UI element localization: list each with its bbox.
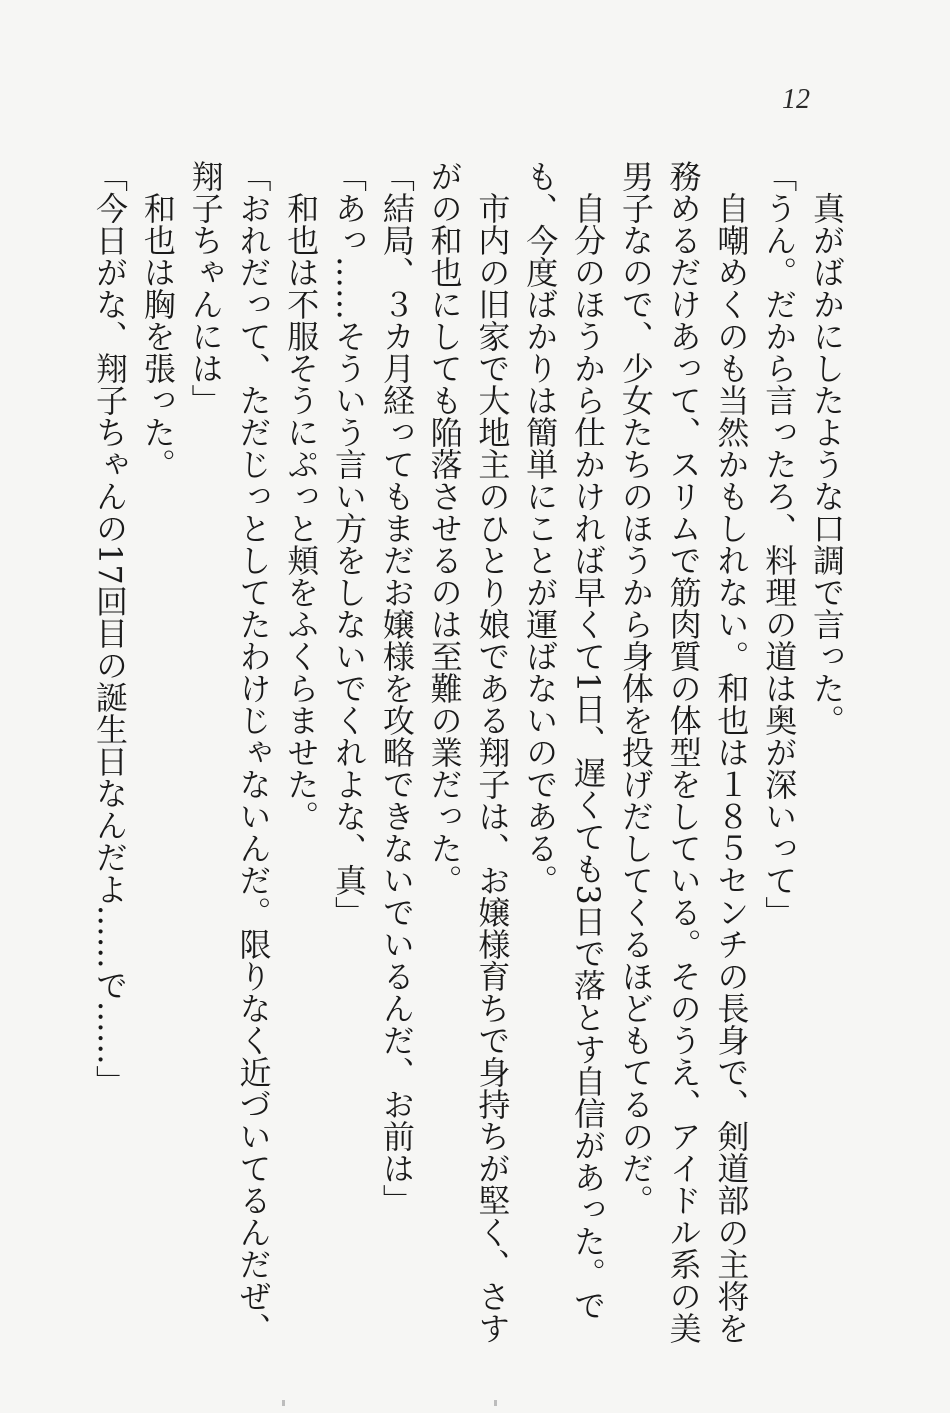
paragraph: 和也は胸を張った。: [138, 192, 177, 480]
scan-mark: [494, 1400, 497, 1406]
paragraph: 自嘲めくのも当然かもしれない。和也は１８５センチの長身で、剣道部の主将を務めるだけあって、スリムで筋肉質の体型をしている。そのうえ、アイドル系の美男子なので、少女たちのほうから身体を投げだしてくるほどもてるのだ。: [616, 160, 751, 1344]
paragraph: 「結局、３カ月経ってもまだお嬢様を攻略できないでいるんだ、お前は」: [377, 160, 416, 1216]
paragraph: 「うん。だから言ったろ、料理の道は奥が深いって」: [760, 160, 799, 928]
paragraph: 「今日がな、翔子ちゃんの17回目の誕生日なんだよ……で……」: [91, 160, 130, 1097]
scan-mark: [282, 1400, 285, 1406]
page-number: 12: [782, 84, 810, 115]
vertical-text-body: [91, 160, 850, 1350]
paragraph: 真がばかにしたような口調で言った。: [808, 192, 846, 736]
paragraph: 和也は不服そうにぷっと頬をふくらませた。: [282, 192, 321, 832]
paragraph: 「あっ……そういう言い方をしないでくれよな、真」: [330, 160, 369, 928]
paragraph: 「おれだって、ただじっとしてたわけじゃないんだ。限りなく近づいてるんだぜ、翔子ちゃんには」: [186, 160, 273, 1344]
paragraph: 市内の旧家で大地主のひとり娘である翔子は、お嬢様育ちで身持ちが堅く、さすがの和也にしても陥落させるのは至難の業だった。: [425, 160, 512, 1344]
paragraph: 自分のほうから仕かければ早くて1日、遅くても3日で落とす自信があった。でも、今度ばかりは簡単にことが運ばないのである。: [521, 160, 608, 1321]
